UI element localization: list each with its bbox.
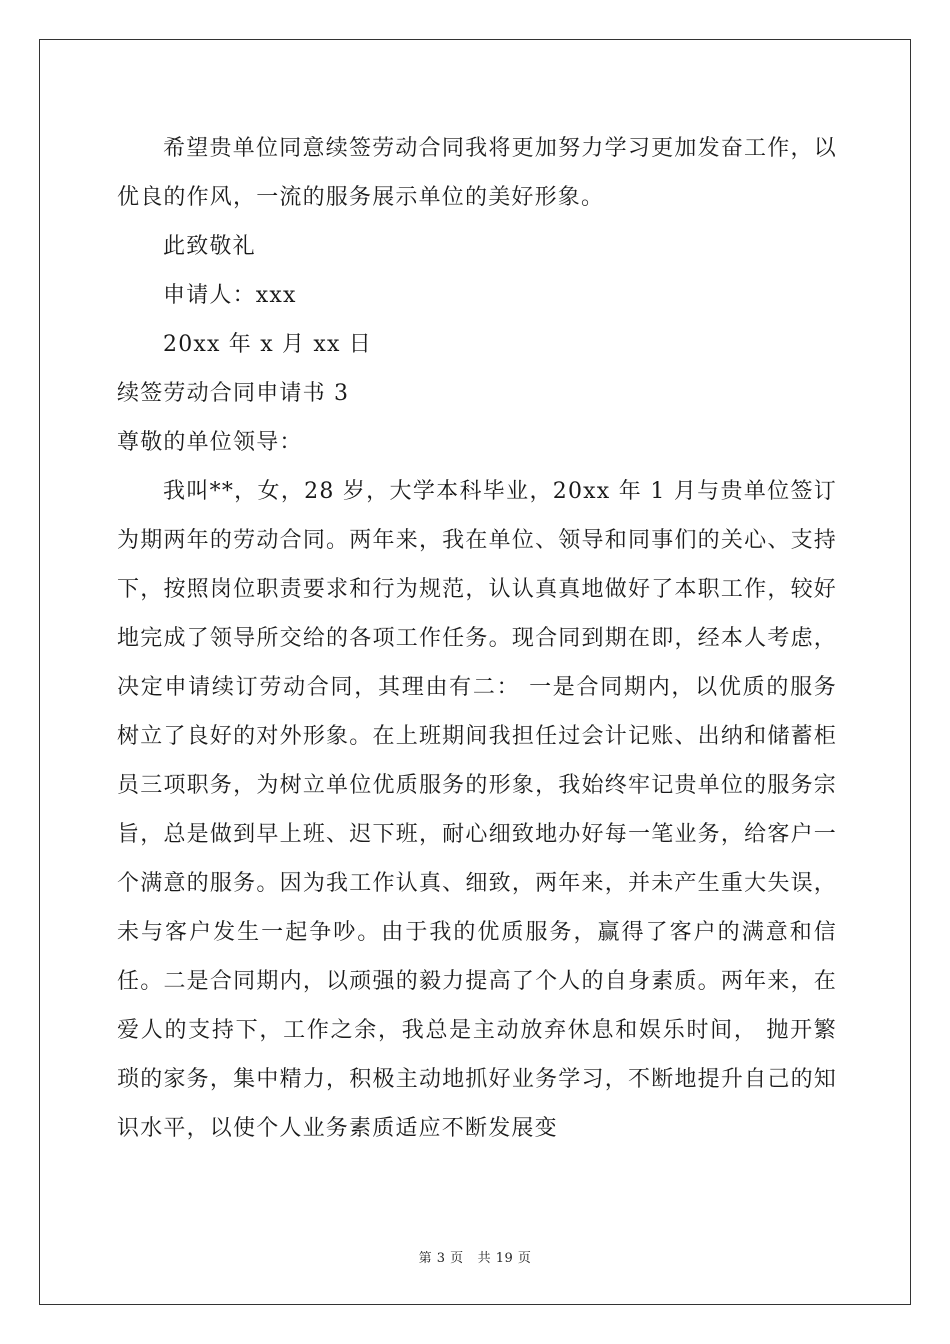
page-number: 第 3 页 [418, 1251, 464, 1266]
date-line: 20xx 年 x 月 xx 日 [163, 332, 372, 357]
applicant-line: 申请人：xxx [163, 283, 297, 308]
section-title: 续签劳动合同申请书 3 [117, 381, 350, 406]
body-paragraph: 我叫**，女，28 岁，大学本科毕业，20xx 年 1 月与贵单位签订为期两年的劳动合同。两年来，我在单位、领导和同事们的关心、支持下，按照岗位职责要求和行为规范，认认真真地做好了本职工作，较好地完成了领导所交给的各项工作任务。现合同到期在即，经本人考虑，决定申请续订劳动合同，其理由有二： 一是合同期内，以优质的服务树立了良好的对外形象。在上班期间我担任过会计记账、出纳和储蓄柜员三项职务，为树立单位优质服务的形象，我始终牢记贵单位的服务宗旨，总是做到早上班、迟下班，耐心细致地办好每一笔业务，给客户一个满意的服务。因为我工作认真、细致，两年来，并未产生重大失误，未与客户发生一起争吵。由于我的优质服务，赢得了客户的满意和信任。二是合同期内，以顽强的毅力提高了个人的自身素质。两年来，在爱人的支持下，工作之余，我总是主动放弃休息和娱乐时间， 抛开繁琐的家务，集中精力，积极主动地抓好业务学习，不断地提升自己的知识水平，以使个人业务素质适应不断发展变 [117, 479, 837, 1141]
greeting-line: 尊敬的单位领导： [117, 430, 303, 455]
page-total: 共 19 页 [477, 1251, 532, 1266]
document-body [117, 124, 837, 1153]
salutation-closing: 此致敬礼 [163, 234, 256, 259]
page-footer [0, 1247, 950, 1266]
closing-paragraph: 希望贵单位同意续签劳动合同我将更加努力学习更加发奋工作，以优良的作风，一流的服务展示单位的美好形象。 [117, 136, 837, 210]
